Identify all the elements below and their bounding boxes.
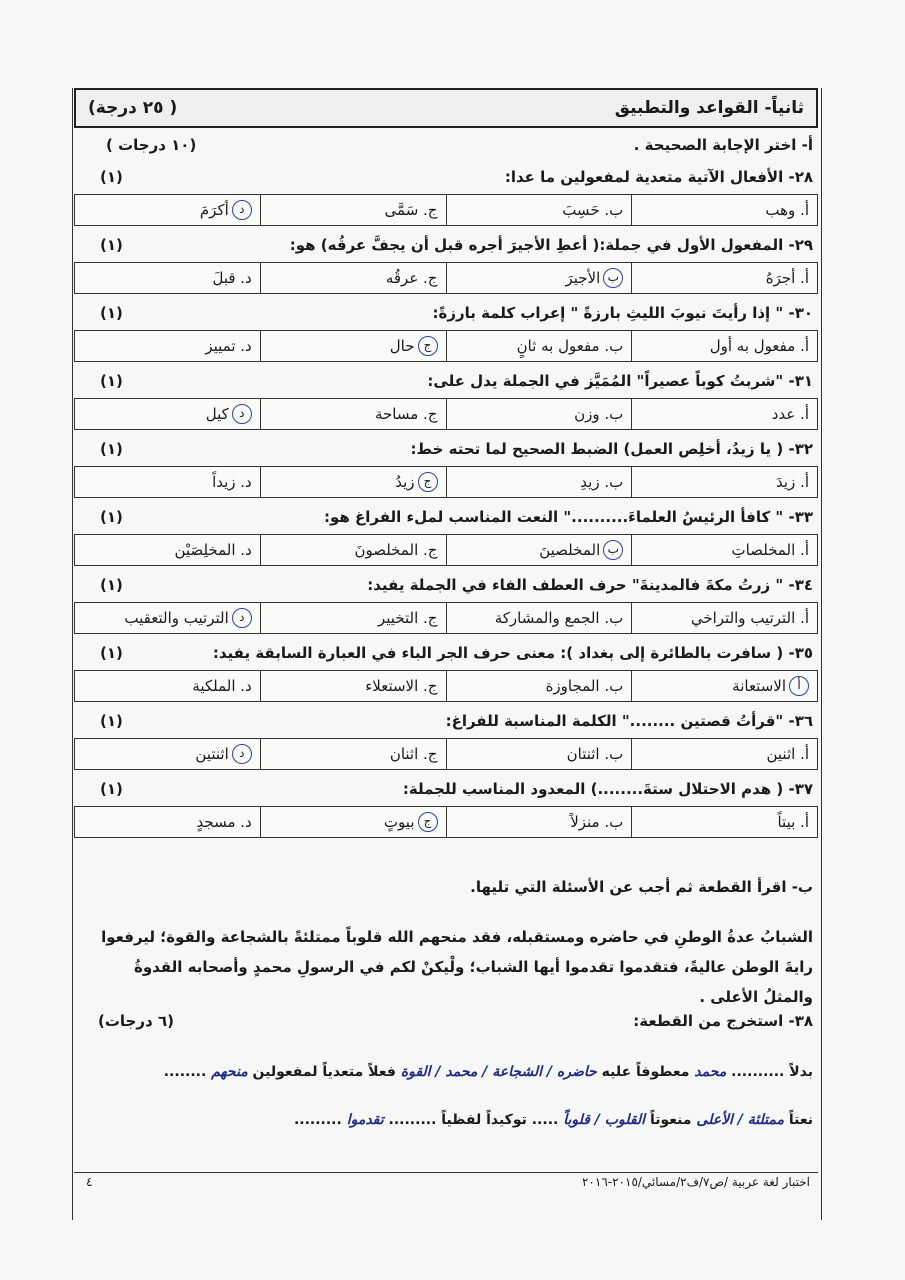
option-text: ج. اثنان [389, 745, 438, 763]
q38-line [164, 1064, 813, 1080]
prompt-label: بدلاً .......... [726, 1064, 813, 1080]
options-row [74, 466, 818, 498]
answer-circle-icon: د [232, 744, 252, 764]
option-3[interactable] [260, 263, 446, 293]
option-text: ج. مساحة [374, 405, 438, 423]
prompt-label: ........ [163, 1064, 207, 1080]
option-3[interactable] [260, 807, 446, 837]
option-4[interactable] [75, 807, 260, 837]
question-mark: (١) [100, 712, 123, 730]
option-3[interactable] [260, 467, 446, 497]
option-2[interactable] [446, 535, 632, 565]
option-1[interactable] [631, 671, 817, 701]
option-text: الاستعانة [732, 677, 786, 695]
question-text: ٢٨- الأفعال الآتية متعدية لمفعولين ما عدا: [504, 168, 813, 186]
option-text: د. مسجدٍ [196, 813, 252, 831]
prompt-label: ..... توكيداً لفظياً ......... [383, 1112, 559, 1128]
option-1[interactable] [631, 603, 817, 633]
option-text: الأجيرَ [565, 269, 601, 287]
option-4[interactable] [75, 467, 260, 497]
question-text: ٣٣- " كافأ الرئيسُ العلماءَ.........." النعت المناسب لملء الفراغ هو: [323, 508, 813, 526]
answer-circle-icon: ب [603, 268, 623, 288]
option-4[interactable] [75, 671, 260, 701]
page-number: ٤ [86, 1175, 93, 1189]
option-3[interactable] [260, 671, 446, 701]
option-4[interactable] [75, 739, 260, 769]
answer-circle-icon: ج [418, 472, 438, 492]
option-2[interactable] [446, 263, 632, 293]
options-row [74, 534, 818, 566]
option-1[interactable] [631, 535, 817, 565]
option-2[interactable] [446, 467, 632, 497]
option-2[interactable] [446, 807, 632, 837]
option-text: المخلصينَ [539, 541, 601, 559]
handwritten-answer: منحهم [206, 1064, 248, 1080]
footer-exam-info: اختبار لغة عربية /ص٧/ف٢/مسائي/٢٠١٥-٢٠١٦ [581, 1175, 810, 1189]
option-text: أ. مفعول به أول [709, 337, 809, 355]
option-text: أ. بيتاً [777, 813, 809, 831]
question-mark: (١) [100, 644, 123, 662]
option-text: بيوتٍ [383, 813, 415, 831]
answer-circle-icon: د [232, 608, 252, 628]
prompt-label: ......... [293, 1112, 342, 1128]
section-a-title: أ- اختر الإجابة الصحيحة . [633, 136, 813, 154]
question-text: ٢٩- المفعول الأول في جملة:( أعطِ الأجيرَ أجره قبل أن يجفَّ عرقُه) هو: [289, 236, 813, 254]
option-text: أ. وهب [765, 201, 809, 219]
option-2[interactable] [446, 331, 632, 361]
question-text: ٣٧- ( هدم الاحتلال ستةَ........) المعدود المناسب للجملة: [402, 780, 813, 798]
option-text: ب. منزلاً [570, 813, 624, 831]
question-text: ٣٢- ( يا زيدُ، أخلِص العمل) الضبط الصحيح لما تحته خط: [410, 440, 813, 458]
option-text: الترتيب والتعقيب [124, 609, 229, 627]
q38-line [294, 1112, 813, 1128]
option-3[interactable] [260, 739, 446, 769]
option-text: ب. الجمع والمشاركة [494, 609, 624, 627]
page-footer [74, 1172, 818, 1194]
option-text: ج. سَمَّى [384, 201, 438, 219]
option-text: ب. حَسِبَ [562, 201, 624, 219]
option-text: ب. المجاوزة [545, 677, 624, 695]
option-4[interactable] [75, 603, 260, 633]
section-title: ثانياً- القواعد والتطبيق [614, 98, 804, 118]
option-text: زيدُ [395, 473, 415, 491]
option-text: د. تمييز [205, 337, 252, 355]
section-header [74, 88, 818, 128]
options-row [74, 398, 818, 430]
question-mark: (١) [100, 304, 123, 322]
section-marks: ( ٢٥ درجة) [88, 98, 178, 118]
option-text: د. الملكية [192, 677, 252, 695]
option-2[interactable] [446, 671, 632, 701]
handwritten-answer: حاضره / الشجاعة / محمد / القوة [395, 1064, 597, 1080]
prompt-label: نعتاً [783, 1112, 813, 1128]
option-3[interactable] [260, 399, 446, 429]
answer-circle-icon: ب [603, 540, 623, 560]
option-4[interactable] [75, 535, 260, 565]
option-text: أ. أجرَهُ [765, 269, 809, 287]
options-row [74, 806, 818, 838]
option-text: د. المخلِصَيْن [174, 541, 252, 559]
option-text: د. زيداً [212, 473, 252, 491]
option-text: ج. عرقُه [385, 269, 438, 287]
option-text: ج. المخلصونَ [354, 541, 438, 559]
option-4[interactable] [75, 195, 260, 225]
section-b-title: ب- اقرأ القطعة ثم أجب عن الأسئلة التي تليها. [470, 878, 813, 896]
q38-title: ٣٨- استخرج من القطعة: [633, 1012, 813, 1030]
question-text: ٣١- "شربتُ كوباً عصيراً" المُمَيَّز في الجملة يدل على: [427, 372, 813, 390]
options-row [74, 670, 818, 702]
question-text: ٣٠- " إذا رأيتَ نيوبَ الليثِ بارزةً " إعراب كلمة بارزةً: [432, 304, 813, 322]
prompt-label: معطوفاً عليه [596, 1064, 690, 1080]
option-2[interactable] [446, 399, 632, 429]
option-3[interactable] [260, 535, 446, 565]
option-text: ج. الاستعلاء [365, 677, 438, 695]
option-text: ب. اثنتان [566, 745, 624, 763]
option-1[interactable] [631, 263, 817, 293]
answer-circle-icon: د [232, 200, 252, 220]
option-text: ب. مفعول به ثانٍ [516, 337, 624, 355]
question-text: ٣٦- "قرأتُ قصتين ........" الكلمة المناسبة للفراغ: [445, 712, 813, 730]
option-2[interactable] [446, 195, 632, 225]
options-row [74, 262, 818, 294]
question-mark: (١) [100, 372, 123, 390]
option-text: ب. وزن [574, 405, 624, 423]
option-text: اثنتين [195, 745, 229, 763]
reading-passage: الشبابُ عدةُ الوطنِ في حاضره ومستقبله، فقد منحهم الله قلوباً ممتلئةً بالشجاعة والقوة؛ ليرفعوا رايةَ الوطن عاليةً، فتقدموا تقدموا أيها الشباب؛ ولْيكنْ لكم في الرسولِ محمدٍ وأصحابه القدوةُ والمثلُ الأعلى . [101, 928, 813, 1006]
option-3[interactable] [260, 331, 446, 361]
handwritten-answer: تقدموا [341, 1112, 384, 1128]
question-text: ٣٤- " زرتُ مكةَ فالمدينةَ" حرف العطف الفاء في الجملة يفيد: [367, 576, 813, 594]
option-text: أ. اثنين [766, 745, 809, 763]
option-1[interactable] [631, 331, 817, 361]
prompt-label: فعلاً متعدياً لمفعولين [247, 1064, 396, 1080]
option-4[interactable] [75, 399, 260, 429]
option-1[interactable] [631, 195, 817, 225]
prompt-label: منعوتاً [645, 1112, 692, 1128]
option-text: حال [389, 337, 415, 355]
option-text: أ. الترتيب والتراخي [690, 609, 809, 627]
option-text: أكرَمَ [199, 201, 229, 219]
question-text: ٣٥- ( سافرت بالطائرة إلى بغداد ): معنى حرف الجر الباء في العبارة السابقة يفيد: [212, 644, 813, 662]
handwritten-answer: محمد [689, 1064, 727, 1080]
option-4[interactable] [75, 331, 260, 361]
question-mark: (١) [100, 576, 123, 594]
option-text: أ. المخلصاتِ [731, 541, 809, 559]
answer-circle-icon: أ [789, 676, 809, 696]
handwritten-answer: ممتلئة / الأعلى [691, 1112, 784, 1128]
option-text: أ. زيدَ [776, 473, 809, 491]
option-1[interactable] [631, 399, 817, 429]
option-4[interactable] [75, 263, 260, 293]
option-1[interactable] [631, 807, 817, 837]
options-row [74, 194, 818, 226]
option-text: ج. التخيير [378, 609, 438, 627]
answer-circle-icon: د [232, 404, 252, 424]
option-text: ب. زيدِ [580, 473, 624, 491]
answer-circle-icon: ج [418, 812, 438, 832]
options-row [74, 330, 818, 362]
option-1[interactable] [631, 467, 817, 497]
option-1[interactable] [631, 739, 817, 769]
section-a-marks: ( ١٠ درجات) [106, 136, 197, 154]
option-2[interactable] [446, 739, 632, 769]
option-3[interactable] [260, 603, 446, 633]
option-3[interactable] [260, 195, 446, 225]
options-row [74, 738, 818, 770]
answer-circle-icon: ج [418, 336, 438, 356]
q38-marks: (٦ درجات) [98, 1012, 174, 1030]
option-text: أ. عدد [771, 405, 809, 423]
question-mark: (١) [100, 780, 123, 798]
question-mark: (١) [100, 440, 123, 458]
options-row [74, 602, 818, 634]
question-mark: (١) [100, 168, 123, 186]
handwritten-answer: القلوب / قلوباً [558, 1112, 646, 1128]
question-mark: (١) [100, 236, 123, 254]
option-text: د. قبلَ [212, 269, 252, 287]
option-2[interactable] [446, 603, 632, 633]
option-text: كيل [205, 405, 229, 423]
question-mark: (١) [100, 508, 123, 526]
